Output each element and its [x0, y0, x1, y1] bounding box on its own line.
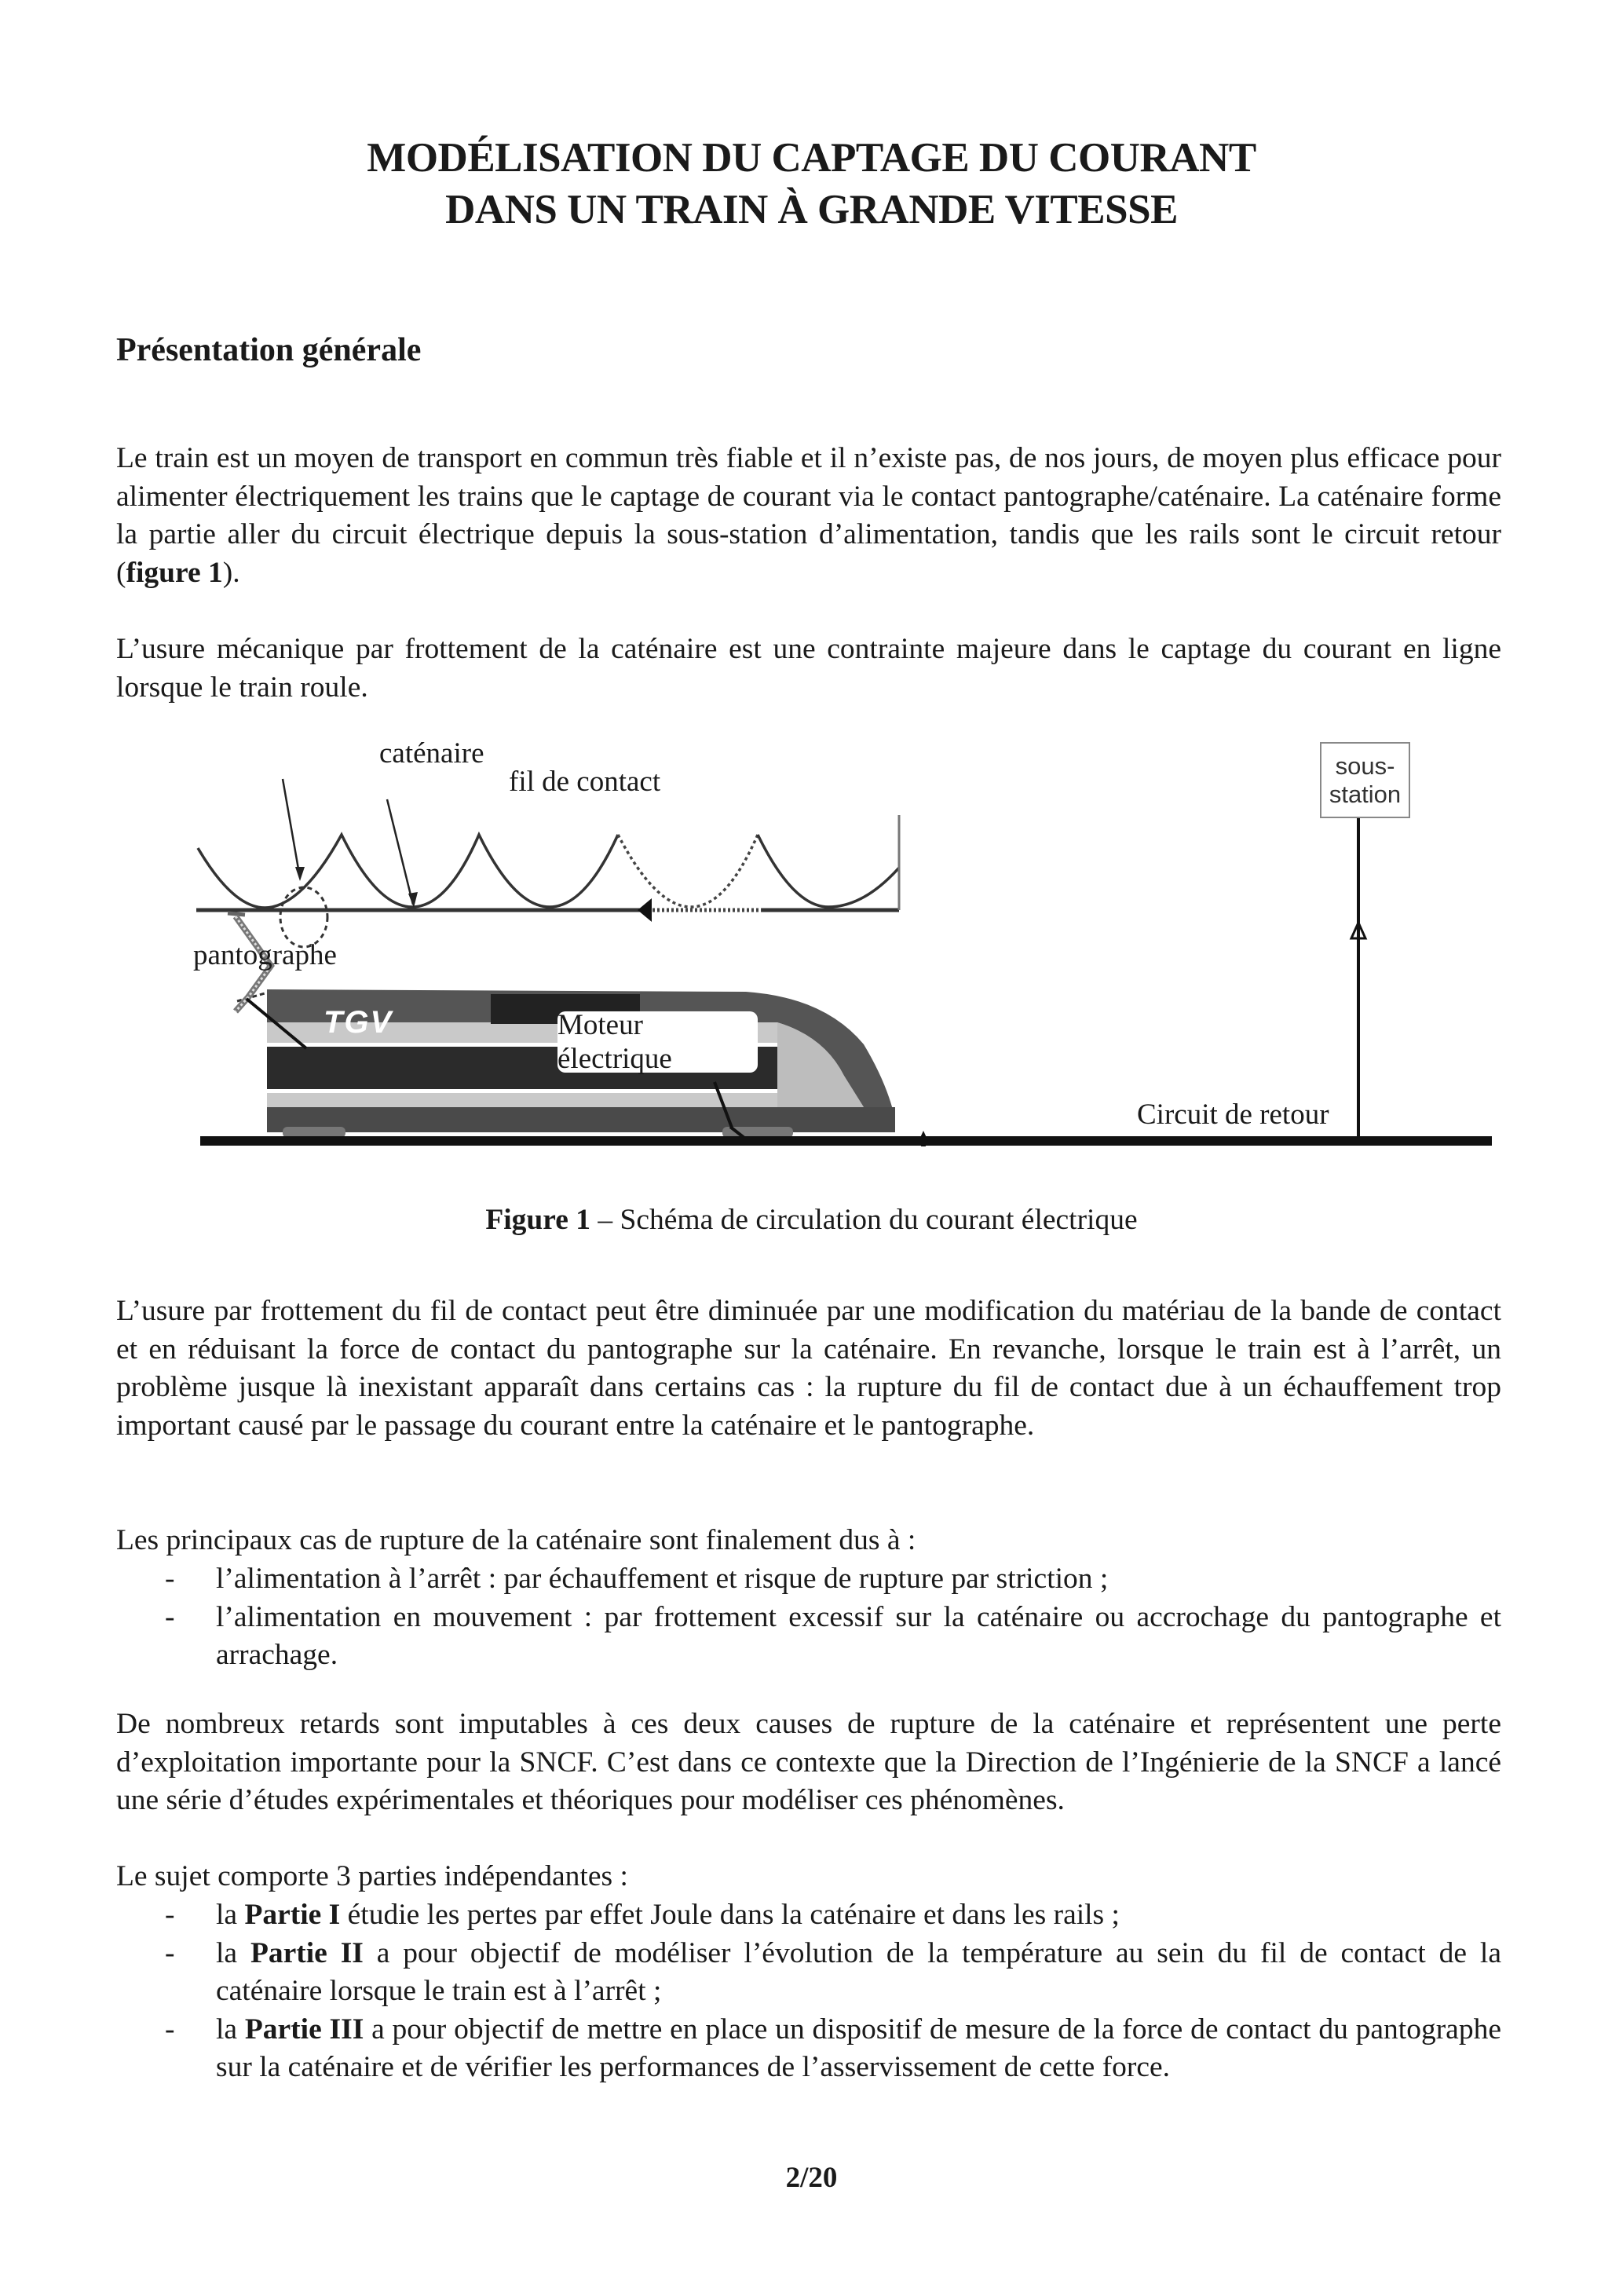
paragraph-intro: Le train est un moyen de transport en commun très fiable et il n’existe pas, de nos jours, de moyen plus efficace pour alimenter électriquement les trains que le captage de courant via le contact pantographe/caténaire. La caténaire forme la partie aller du circuit électrique depuis la sous-station d’alimentation, tandis que les rails sont le circuit retour (figure 1).: [116, 442, 1501, 589]
paragraph-retards: De nombreux retards sont imputables à ces deux causes de rupture de la caténaire et représentent une perte d’exploitation importante pour la SNCF. C’est dans ce contexte que la Direction de l’Ingénierie de la SNCF a lancé une série d’études expérimentales et théoriques pour modéliser ces phénomènes.: [116, 1708, 1501, 1817]
figure-reference: figure 1: [126, 556, 223, 589]
list-item: - l’alimentation en mouvement : par frottement excessif sur la caténaire ou accrochage du pantographe et arrachage.: [165, 1600, 1501, 1672]
rail: [200, 1136, 1492, 1146]
catenary-solid-right: [758, 835, 899, 907]
paragraph-usure: L’usure mécanique par frottement de la caténaire est une contrainte majeure dans le captage du courant en ligne lorsque le train roule.: [116, 633, 1501, 704]
figure-number: Figure 1: [485, 1204, 591, 1236]
paragraph-parties-intro: Le sujet comporte 3 parties indépendantes :: [116, 1860, 628, 1892]
catenary-solid-left: [198, 835, 618, 908]
figure-caption: Figure 1 – Schéma de circulation du courant électrique: [485, 1204, 1138, 1236]
list-item-partie-2: - la Partie II a pour objectif de modéliser l’évolution de la température au sein du fil de contact de la caténaire lorsque le train est à l’arrêt ;: [165, 1936, 1501, 2008]
catenaire-pointer: [283, 779, 300, 878]
list-item: - l’alimentation à l’arrêt : par échauffement et risque de rupture par striction ;: [165, 1563, 1109, 1595]
causes-list: [116, 1560, 1501, 1675]
document-title: [0, 132, 1623, 236]
section-heading: Présentation générale: [116, 332, 422, 368]
label-moteur-electrique: Moteur électrique: [557, 1011, 758, 1073]
title-line-2: DANS UN TRAIN À GRANDE VITESSE: [445, 187, 1178, 232]
page-number: 2/20: [785, 2162, 838, 2194]
circuit-diagram: [181, 730, 1500, 1146]
fil-contact-pointer: [387, 799, 413, 905]
title-line-1: MODÉLISATION DU CAPTAGE DU COURANT: [367, 135, 1256, 181]
label-fil-de-contact: fil de contact: [509, 766, 661, 798]
paragraph-causes-intro: Les principaux cas de rupture de la caténaire sont finalement dus à :: [116, 1524, 916, 1556]
parties-list: [116, 1896, 1501, 2087]
list-item-partie-3: - la Partie III a pour objectif de mettre en place un dispositif de mesure de la force de contact du pantographe sur la caténaire et de vérifier les performances de l’asservissement de cette force.: [165, 2013, 1501, 2084]
paragraph-arret: L’usure par frottement du fil de contact peut être diminuée par une modification du matériau de la bande de contact et en réduisant la force de contact du pantographe sur la caténaire. En revanche, lorsque le train est à l’arrêt, un problème jusque là inexistant apparaît dans certains cas : la rupture du fil de contact due à un échauffement trop important causé par le passage du courant entre la caténaire et le pantographe.: [116, 1295, 1501, 1442]
figure-1-diagram: [181, 730, 1500, 1146]
sous-station-box: sous- station: [1320, 742, 1410, 818]
label-circuit-de-retour: Circuit de retour: [1137, 1099, 1329, 1131]
label-catenaire: caténaire: [379, 737, 484, 770]
current-arrow-left: [638, 898, 652, 922]
label-pantographe: pantographe: [193, 939, 337, 971]
catenary-dashed: [618, 835, 758, 907]
list-item-partie-1: - la Partie I étudie les pertes par effet Joule dans la caténaire et dans les rails ;: [165, 1899, 1120, 1931]
tgv-logo: TGV: [324, 1005, 393, 1040]
